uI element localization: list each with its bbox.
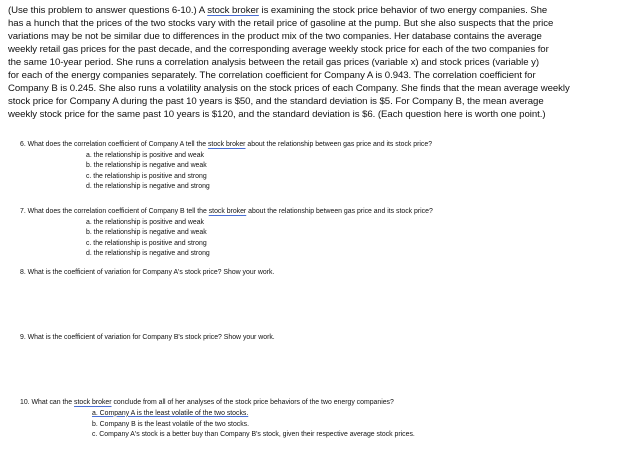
question-6-option-a[interactable]: a. the relationship is positive and weak — [86, 151, 204, 159]
question-7-option-d[interactable]: d. the relationship is negative and strong — [86, 250, 210, 258]
question-7-stem: 7. What does the correlation coefficient of Company B tell the stock broker about the relationship between gas price and its stock price? — [20, 208, 433, 215]
question-8-text: 8. What is the coefficient of variation for Company A's stock price? Show your work. — [20, 269, 275, 276]
stock-broker-link[interactable]: stock broker — [74, 399, 112, 406]
problem-intro — [8, 4, 636, 121]
question-6-stem: 6. What does the correlation coefficient of Company A tell the stock broker about the relationship between gas price and its stock price? — [20, 141, 433, 148]
stock-broker-link[interactable]: stock broker — [207, 5, 259, 16]
question-6-option-d[interactable]: d. the relationship is negative and strong — [86, 183, 210, 191]
intro-line: Company B is 0.245. She also runs a volatility analysis on the stock prices of each Company. She finds that the mean average weekly — [8, 83, 570, 94]
intro-line: for each of the energy companies separately. The correlation coefficient for Company A is 0.943. The correlation coefficient for — [8, 70, 536, 81]
intro-line: weekly retail gas prices for the past decade, and the corresponding average weekly stock price for each of the two companies for — [8, 44, 549, 55]
question-6-option-b[interactable]: b. the relationship is negative and weak — [86, 162, 207, 170]
question-7-option-b[interactable]: b. the relationship is negative and weak — [86, 229, 207, 237]
question-9-text: 9. What is the coefficient of variation for Company B's stock price? Show your work. — [20, 334, 275, 341]
question-6-option-c[interactable]: c. the relationship is positive and strong — [86, 172, 207, 180]
question-7-option-a[interactable]: a. the relationship is positive and weak — [86, 218, 204, 226]
stock-broker-link[interactable]: stock broker — [207, 141, 246, 148]
question-9 — [20, 333, 275, 344]
question-7-option-c[interactable]: c. the relationship is positive and strong — [86, 239, 207, 247]
question-8 — [20, 268, 274, 279]
intro-line: weekly stock price for the same past 10 years is $120, and the standard deviation is $6. (Each question here is worth one point.) — [8, 109, 546, 120]
question-6 — [20, 140, 432, 193]
intro-line: stock price for Company A during the past 10 years is $50, and the standard deviation is $5. For Company B, the mean average — [8, 96, 544, 107]
question-10-option-b[interactable]: b. Company B is the least volatile of the two stocks. — [92, 420, 250, 428]
intro-line: variations may be not be similar due to differences in the product mix of the two companies. Her database contains the average — [8, 31, 542, 42]
intro-line: has a hunch that the prices of the two stocks vary with the retail price of gasoline at the pump. But she also suspects that the price — [8, 18, 554, 29]
question-10 — [20, 398, 415, 441]
question-7 — [20, 207, 433, 260]
intro-line: the same 10-year period. She runs a correlation analysis between the retail gas prices (variable x) and stock prices (variable y) — [8, 57, 540, 68]
intro-line: (Use this problem to answer questions 6-10.) A stock broker is examining the stock price behavior of two energy companies. She — [8, 5, 548, 16]
question-10-stem: 10. What can the stock broker conclude from all of her analyses of the stock price behaviors of the two energy companies? — [20, 399, 394, 406]
question-10-option-c[interactable]: c. Company A's stock is a better buy than Company B's stock, given their respective average stock prices. — [92, 431, 415, 439]
stock-broker-link[interactable]: stock broker — [208, 208, 247, 215]
question-10-option-a[interactable]: a. Company A is the least volatile of the two stocks. — [92, 409, 249, 417]
